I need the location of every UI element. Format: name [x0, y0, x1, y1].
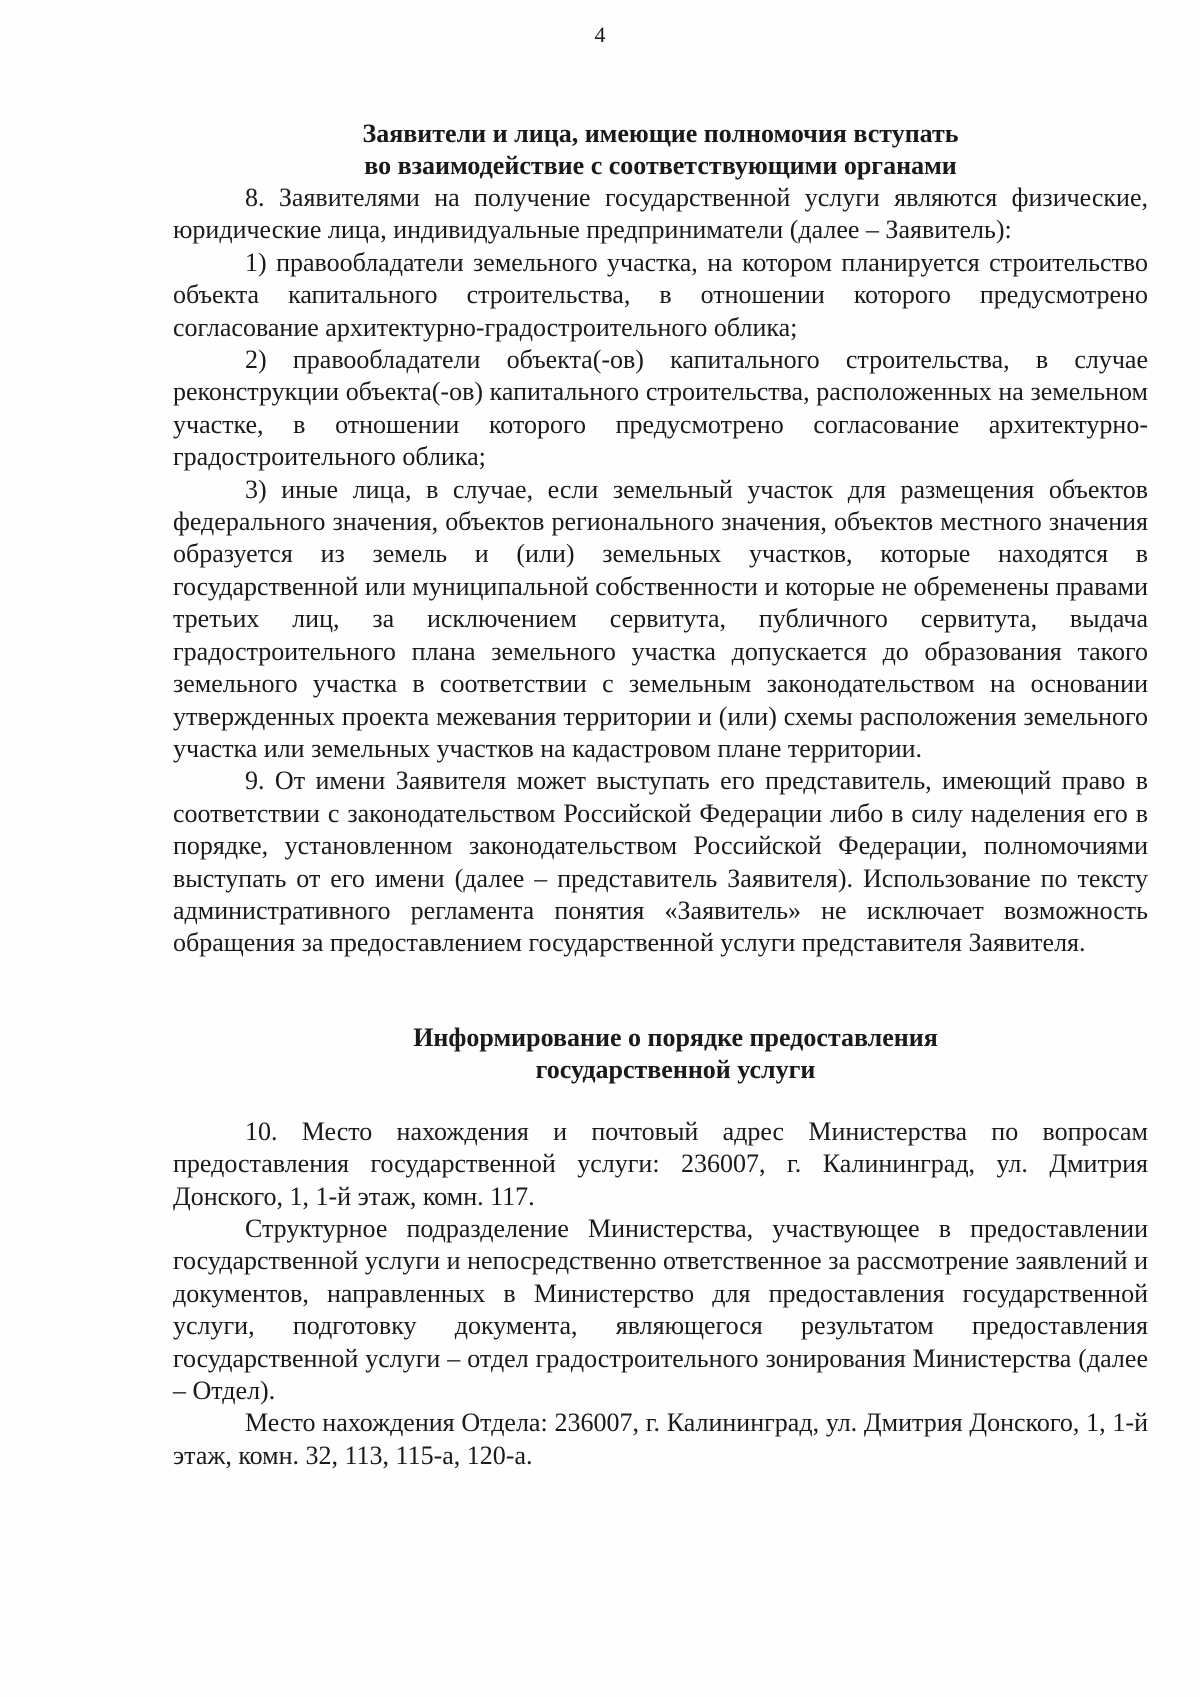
page-number: 4 [594, 22, 606, 47]
section-heading-applicants [173, 118, 1148, 182]
section-heading-informing [173, 1022, 1148, 1086]
paragraph-10: 10. Место нахождения и почтовый адрес Министерства по вопросам предоставления государственной услуги: 236007, г. Калининград, ул. Дмитрия Донского, 1, 1-й этаж, комн. 117. [173, 1116, 1148, 1211]
list-item-1: 1) правообладатели земельного участка, на котором планируется строительство объекта капитального строительства, в отношении которого предусмотрено согласование архитектурно-градостроительного облика; [173, 247, 1148, 342]
paragraph-9: 9. От имени Заявителя может выступать его представитель, имеющий право в соответствии с законодательством Российской Федерации либо в силу наделения его в порядке, установленном законодательством Российской Федерации, полномочиями выступать от его имени (далее – представитель Заявителя). Использование по тексту административного регламента понятия «Заявитель» не исключает возможность обращения за предоставлением государственной услуги представителя Заявителя. [173, 766, 1148, 958]
paragraph-department-location: Место нахождения Отдела: 236007, г. Калининград, ул. Дмитрия Донского, 1, 1-й этаж, комн. 32, 113, 115-а, 120-а. [173, 1408, 1148, 1470]
document-body [173, 118, 1148, 1472]
heading-line: во взаимодействие с соответствующими органами [364, 151, 957, 180]
heading-line: Информирование о порядке предоставления [413, 1022, 938, 1052]
paragraph-8: 8. Заявителями на получение государственной услуги являются физические, юридические лица, индивидуальные предприниматели (далее – Заявитель): [173, 183, 1148, 245]
heading-line: государственной услуги [535, 1054, 816, 1084]
section-applicants [173, 118, 1148, 960]
paragraph-department: Структурное подразделение Министерства, участвующее в предоставлении государственной услуги и непосредственно ответственное за рассмотрение заявлений и документов, направленных в Министерство для предоставления государственной услуги, подготовку документа, являющегося результатом предоставления государственной услуги – отдел градостроительного зонирования Министерства (далее – Отдел). [173, 1213, 1148, 1405]
heading-line: Заявители и лица, имеющие полномочия вступать [362, 119, 959, 148]
section-informing [173, 1022, 1148, 1472]
list-item-3: 3) иные лица, в случае, если земельный участок для размещения объектов федерального значения, объектов регионального значения, объектов местного значения образуется из земель и (или) земельных участков, которые находятся в государственной или муниципальной собственности и которые не обременены правами третьих лиц, за исключением сервитута, публичного сервитута, выдача градостроительного плана земельного участка допускается до образования такого земельного участка в соответствии с земельным законодательством на основании утвержденных проекта межевания территории и (или) схемы расположения земельного участка или земельных участков на кадастровом плане территории. [173, 474, 1148, 763]
list-item-2: 2) правообладатели объекта(-ов) капитального строительства, в случае реконструкции объекта(-ов) капитального строительства, расположенных на земельном участке, в отношении которого предусмотрено согласование архитектурно-градостроительного облика; [173, 345, 1148, 472]
